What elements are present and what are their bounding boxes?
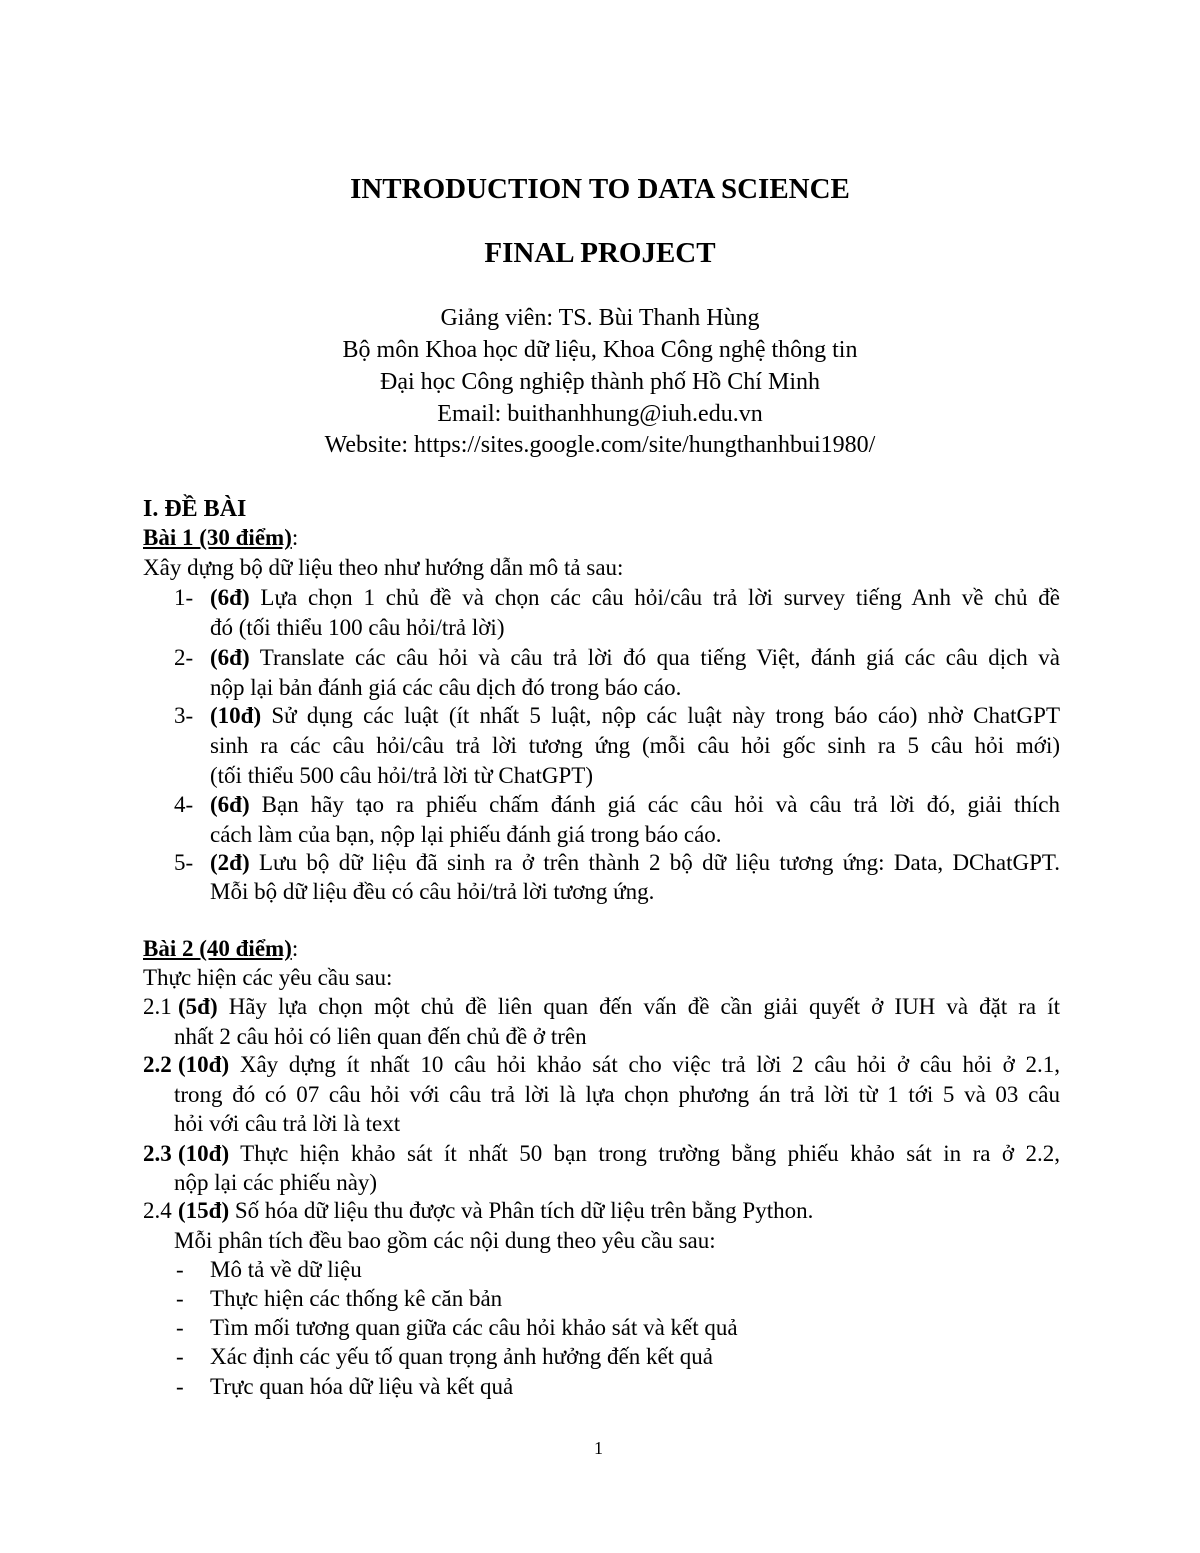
bai1-item-number: 3- — [174, 703, 194, 728]
bai1-item-line: nộp lại bản đánh giá các câu dịch đó trong báo cáo. — [210, 675, 682, 700]
bai2-title — [143, 934, 298, 964]
item-text: Xây dựng ít nhất 10 câu hỏi khảo sát cho việc trả lời 2 câu hỏi ở câu hỏi ở 2.1, — [229, 1052, 1060, 1077]
item-points: (10đ) — [178, 1141, 230, 1166]
bai2-item-line — [178, 1139, 1060, 1169]
bai1-intro: Xây dựng bộ dữ liệu theo như hướng dẫn mô tả sau: — [143, 555, 624, 580]
bullet-item: Trực quan hóa dữ liệu và kết quả — [210, 1374, 514, 1399]
bai1-item-line — [210, 643, 1060, 673]
bullet-item: Tìm mối tương quan giữa các câu hỏi khảo sát và kết quả — [210, 1315, 738, 1340]
bai1-item-number: 4- — [174, 792, 194, 817]
page-number: 1 — [594, 1438, 603, 1458]
item-points: (5đ) — [178, 994, 218, 1019]
bai2-item-line: nhất 2 câu hỏi có liên quan đến chủ đề ở trên — [174, 1024, 587, 1049]
university-line: Đại học Công nghiệp thành phố Hồ Chí Minh — [380, 369, 820, 395]
bullet-item: Thực hiện các thống kê căn bản — [210, 1286, 503, 1311]
bai1-item-number: 1- — [174, 585, 194, 610]
lecturer-line: Giảng viên: TS. Bùi Thanh Hùng — [440, 305, 760, 331]
section-heading: I. ĐỀ BÀI — [143, 496, 247, 522]
bai2-item-line: Mỗi phân tích đều bao gồm các nội dung theo yêu cầu sau: — [174, 1228, 716, 1253]
bai1-title-text: Bài 1 (30 điểm) — [143, 525, 292, 550]
item-text: Số hóa dữ liệu thu được và Phân tích dữ liệu trên bằng Python. — [229, 1198, 814, 1223]
bai2-item-number: 2.1 — [143, 994, 172, 1019]
bullet-dash: - — [176, 1257, 184, 1282]
bai2-item-line — [178, 992, 1060, 1022]
bai2-item-line — [178, 1050, 1060, 1080]
bai1-item-line: cách làm của bạn, nộp lại phiếu đánh giá trong báo cáo. — [210, 822, 722, 847]
bai1-item-line — [210, 701, 1060, 731]
bullet-dash: - — [176, 1315, 184, 1340]
bai1-item-line: sinh ra các câu hỏi/câu trả lời tương ứng (mỗi câu hỏi gốc sinh ra 5 câu hỏi mới) — [210, 733, 1060, 758]
item-text: Lựa chọn 1 chủ đề và chọn các câu hỏi/câu trả lời survey tiếng Anh về chủ đề — [249, 585, 1060, 610]
bai2-item-number: 2.2 — [143, 1052, 172, 1077]
bullet-item: Mô tả về dữ liệu — [210, 1257, 362, 1282]
bai1-item-line: Mỗi bộ dữ liệu đều có câu hỏi/trả lời tương ứng. — [210, 879, 655, 904]
bullet-dash: - — [176, 1374, 184, 1399]
bai2-title-text: Bài 2 (40 điểm) — [143, 936, 292, 961]
item-points: (6đ) — [210, 645, 250, 670]
item-points: (10đ) — [178, 1052, 230, 1077]
item-points: (2đ) — [210, 850, 250, 875]
bai2-item-line: nộp lại các phiếu này) — [174, 1170, 378, 1195]
document-title: INTRODUCTION TO DATA SCIENCE — [350, 173, 850, 205]
item-points: (6đ) — [210, 585, 250, 610]
bai2-intro: Thực hiện các yêu cầu sau: — [143, 965, 393, 990]
item-text: Lưu bộ dữ liệu đã sinh ra ở trên thành 2 bộ dữ liệu tương ứng: Data, DChatGPT. — [249, 850, 1060, 875]
bullet-dash: - — [176, 1344, 184, 1369]
item-points: (15đ) — [178, 1198, 230, 1223]
item-text: Thực hiện khảo sát ít nhất 50 bạn trong trường bằng phiếu khảo sát in ra ở 2.2, — [229, 1141, 1060, 1166]
item-points: (6đ) — [210, 792, 250, 817]
item-text: Hãy lựa chọn một chủ đề liên quan đến vấn đề cần giải quyết ở IUH và đặt ra ít — [217, 994, 1060, 1019]
bai2-item-number: 2.3 — [143, 1141, 172, 1166]
bai2-item-line — [178, 1196, 813, 1226]
email-line: Email: buithanhhung@iuh.edu.vn — [437, 401, 763, 427]
website-line: Website: https://sites.google.com/site/hungthanhbui1980/ — [324, 432, 876, 458]
bai1-item-line: (tối thiểu 500 câu hỏi/trả lời từ ChatGPT) — [210, 763, 593, 788]
bai1-item-line — [210, 848, 1060, 878]
bai1-title-colon: : — [291, 525, 299, 550]
item-text: Bạn hãy tạo ra phiếu chấm đánh giá các câu hỏi và câu trả lời đó, giải thích — [249, 792, 1060, 817]
bai2-title-colon: : — [291, 936, 299, 961]
bullet-item: Xác định các yếu tố quan trọng ảnh hưởng đến kết quả — [210, 1344, 714, 1369]
bai2-item-line: trong đó có 07 câu hỏi với câu trả lời là lựa chọn phương án trả lời từ 1 tới 5 và 03 câu — [174, 1082, 1060, 1107]
item-points: (10đ) — [210, 703, 262, 728]
department-line: Bộ môn Khoa học dữ liệu, Khoa Công nghệ thông tin — [342, 337, 858, 363]
bai1-title — [143, 523, 298, 553]
bai1-item-number: 2- — [174, 645, 194, 670]
item-text: Translate các câu hỏi và câu trả lời đó qua tiếng Việt, đánh giá các câu dịch và — [249, 645, 1060, 670]
document-subtitle: FINAL PROJECT — [484, 237, 716, 269]
bai2-item-number: 2.4 — [143, 1198, 172, 1223]
bai1-item-line — [210, 583, 1060, 613]
bai1-item-line — [210, 790, 1060, 820]
bai2-item-line: hỏi với câu trả lời là text — [174, 1111, 401, 1136]
item-text: Sử dụng các luật (ít nhất 5 luật, nộp các luật này trong báo cáo) nhờ ChatGPT — [261, 703, 1060, 728]
bullet-dash: - — [176, 1286, 184, 1311]
bai1-item-line: đó (tối thiểu 100 câu hỏi/trả lời) — [210, 615, 505, 640]
bai1-item-number: 5- — [174, 850, 194, 875]
